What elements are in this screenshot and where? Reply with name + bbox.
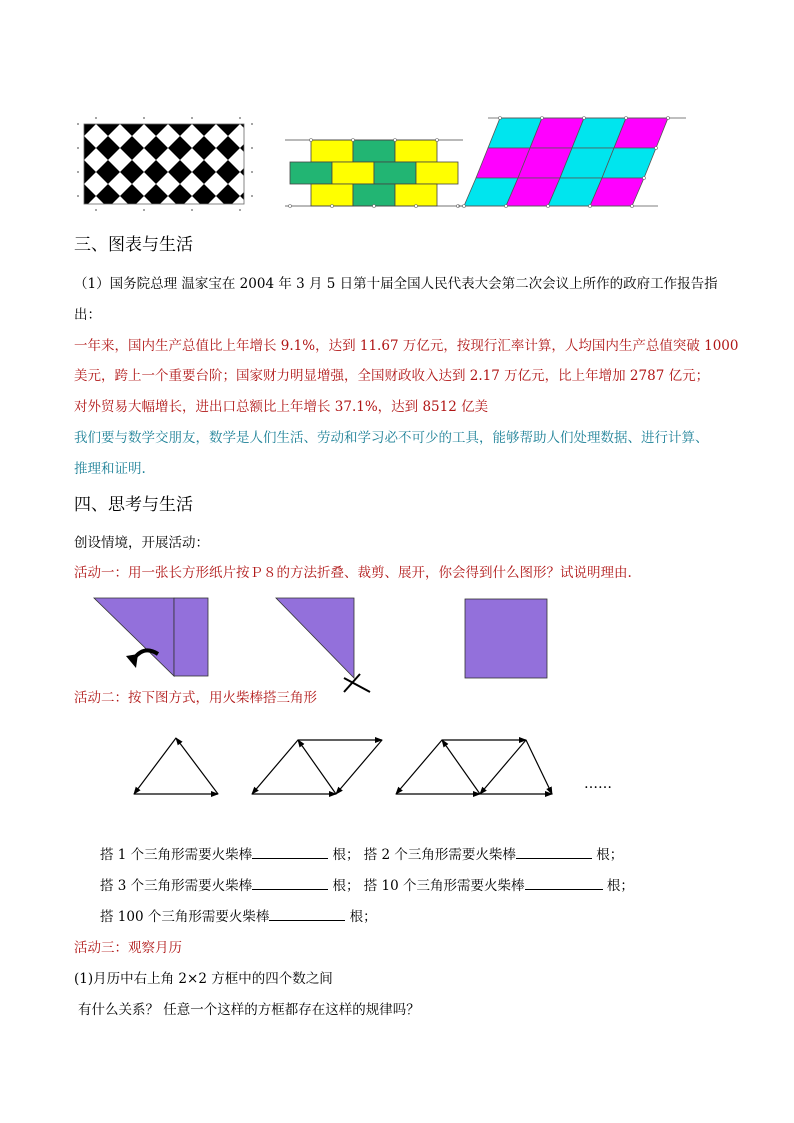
brick-tiling-pattern	[285, 132, 465, 212]
ellipsis-text: ……	[584, 776, 612, 792]
calendar-question-line2: 有什么关系？ 任意一个这样的方框都存在这样的规律吗？	[78, 1002, 420, 1018]
answer-blank-5[interactable]	[269, 908, 345, 921]
parallelogram-tiling-pattern	[458, 112, 688, 212]
answer-blank-3[interactable]	[252, 877, 328, 890]
activity3-text: 活动三：观察月历	[74, 940, 182, 956]
q2-part-b: 根； 搭 10 个三角形需要火柴棒	[332, 878, 525, 894]
answer-blank-4[interactable]	[525, 877, 603, 890]
report-quote-line3: 对外贸易大幅增长，进出口总额比上年增长 37.1%，达到 8512 亿美	[74, 399, 489, 415]
q1-part-c: 根；	[596, 847, 624, 863]
math-note-line1: 我们要与数学交朋友，数学是人们生活、劳动和学习必不可少的工具，能够帮助人们处理数据、进行计算、	[74, 430, 709, 446]
matchstick-triangles-figure	[126, 734, 576, 800]
q1-part-b: 根； 搭 2 个三角形需要火柴棒	[332, 847, 516, 863]
q2-part-c: 根；	[606, 878, 634, 894]
paper-fold-figure	[90, 596, 210, 678]
q3-part-b: 根；	[349, 909, 377, 925]
section3-intro-line2: 出：	[74, 307, 101, 323]
section3-intro-line1: （1）国务院总理 温家宝在 2004 年 3 月 5 日第十届全国人民代表大会第二次会议上所作的政府工作报告指	[74, 276, 718, 292]
paper-cut-figure	[274, 596, 384, 700]
question-row-3	[100, 905, 377, 925]
answer-blank-1[interactable]	[252, 846, 328, 859]
activity-setup: 创设情境，开展活动：	[74, 535, 209, 551]
activity1-text: 活动一：用一张长方形纸片按Ｐ８的方法折叠、裁剪、展开，你会得到什么图形？试说明理由.	[74, 565, 632, 581]
activity2-text: 活动二：按下图方式，用火柴棒搭三角形	[74, 690, 317, 706]
q1-part-a: 搭 1 个三角形需要火柴棒	[100, 847, 253, 863]
report-quote-line1: 一年来，国内生产总值比上年增长 9.1%，达到 11.67 万亿元，按现行汇率计算，人均国内生产总值突破 1000	[74, 338, 739, 354]
answer-blank-2[interactable]	[516, 846, 592, 859]
q2-part-a: 搭 3 个三角形需要火柴棒	[100, 878, 253, 894]
section4-heading: 四、思考与生活	[74, 495, 193, 515]
math-note-line2: 推理和证明.	[74, 461, 146, 477]
question-row-2	[100, 874, 634, 894]
report-quote-line2: 美元，跨上一个重要台阶；国家财力明显增强，全国财政收入达到 2.17 万亿元，比上年增加 2787 亿元；	[74, 368, 710, 384]
section3-heading: 三、图表与生活	[74, 235, 193, 255]
q3-part-a: 搭 100 个三角形需要火柴棒	[100, 909, 270, 925]
question-row-1	[100, 843, 623, 863]
unfolded-square-figure	[464, 598, 548, 680]
calendar-question-line1: (1)月历中右上角 2×2 方框中的四个数之间	[74, 971, 333, 987]
diamond-tiling-pattern	[76, 116, 256, 212]
